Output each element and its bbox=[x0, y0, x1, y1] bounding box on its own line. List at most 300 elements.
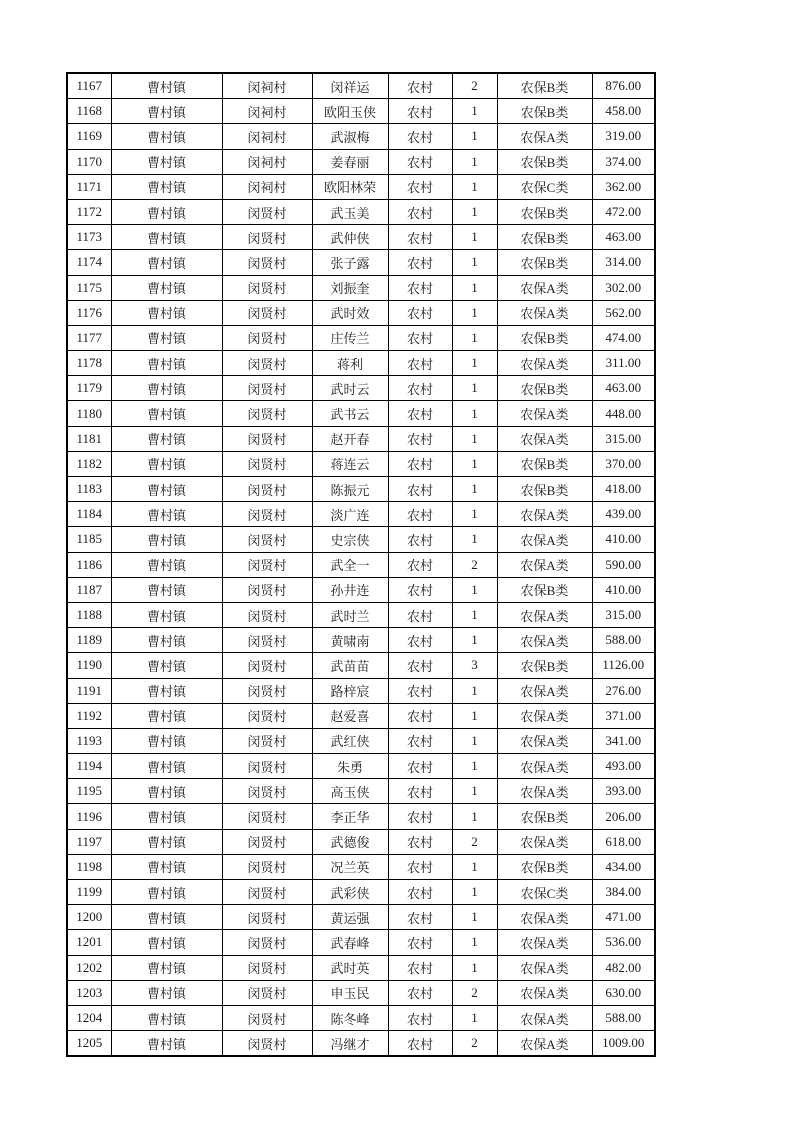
cell-amount: 618.00 bbox=[592, 829, 655, 854]
table-row bbox=[67, 854, 655, 879]
cell-person-name: 武时英 bbox=[312, 955, 388, 980]
cell-insurance-category: 农保C类 bbox=[497, 880, 592, 905]
cell-village: 闵贤村 bbox=[222, 502, 312, 527]
table-row bbox=[67, 250, 655, 275]
cell-person-name: 况兰英 bbox=[312, 854, 388, 879]
cell-household-type: 农村 bbox=[388, 754, 452, 779]
cell-town: 曹村镇 bbox=[111, 804, 222, 829]
cell-person-name: 武全一 bbox=[312, 552, 388, 577]
cell-amount: 374.00 bbox=[592, 149, 655, 174]
table-body bbox=[67, 73, 655, 1056]
cell-insurance-category: 农保A类 bbox=[497, 351, 592, 376]
cell-town: 曹村镇 bbox=[111, 73, 222, 99]
cell-village: 闵贤村 bbox=[222, 275, 312, 300]
cell-village: 闵祠村 bbox=[222, 174, 312, 199]
cell-household-type: 农村 bbox=[388, 426, 452, 451]
cell-town: 曹村镇 bbox=[111, 678, 222, 703]
cell-amount: 448.00 bbox=[592, 401, 655, 426]
cell-serial-number: 1172 bbox=[67, 199, 111, 224]
cell-amount: 410.00 bbox=[592, 527, 655, 552]
table-row bbox=[67, 426, 655, 451]
cell-serial-number: 1187 bbox=[67, 577, 111, 602]
table-row bbox=[67, 602, 655, 627]
cell-person-name: 武仲侠 bbox=[312, 225, 388, 250]
table-row bbox=[67, 804, 655, 829]
cell-household-type: 农村 bbox=[388, 829, 452, 854]
cell-person-name: 蒋利 bbox=[312, 351, 388, 376]
cell-person-count: 1 bbox=[452, 376, 497, 401]
cell-amount: 471.00 bbox=[592, 905, 655, 930]
cell-household-type: 农村 bbox=[388, 174, 452, 199]
cell-village: 闵贤村 bbox=[222, 628, 312, 653]
cell-household-type: 农村 bbox=[388, 930, 452, 955]
cell-person-count: 1 bbox=[452, 124, 497, 149]
cell-person-count: 1 bbox=[452, 401, 497, 426]
cell-person-count: 1 bbox=[452, 678, 497, 703]
cell-household-type: 农村 bbox=[388, 1005, 452, 1030]
cell-town: 曹村镇 bbox=[111, 653, 222, 678]
cell-village: 闵贤村 bbox=[222, 980, 312, 1005]
cell-insurance-category: 农保A类 bbox=[497, 930, 592, 955]
table-row bbox=[67, 451, 655, 476]
cell-insurance-category: 农保A类 bbox=[497, 1031, 592, 1057]
cell-person-count: 1 bbox=[452, 351, 497, 376]
cell-person-name: 李正华 bbox=[312, 804, 388, 829]
cell-serial-number: 1177 bbox=[67, 325, 111, 350]
cell-village: 闵贤村 bbox=[222, 451, 312, 476]
cell-person-name: 姜春丽 bbox=[312, 149, 388, 174]
cell-household-type: 农村 bbox=[388, 300, 452, 325]
cell-amount: 384.00 bbox=[592, 880, 655, 905]
cell-town: 曹村镇 bbox=[111, 426, 222, 451]
table-row bbox=[67, 502, 655, 527]
cell-town: 曹村镇 bbox=[111, 376, 222, 401]
cell-town: 曹村镇 bbox=[111, 577, 222, 602]
cell-town: 曹村镇 bbox=[111, 754, 222, 779]
cell-insurance-category: 农保B类 bbox=[497, 376, 592, 401]
cell-serial-number: 1200 bbox=[67, 905, 111, 930]
cell-serial-number: 1189 bbox=[67, 628, 111, 653]
cell-insurance-category: 农保B类 bbox=[497, 73, 592, 99]
cell-insurance-category: 农保A类 bbox=[497, 124, 592, 149]
cell-insurance-category: 农保A类 bbox=[497, 426, 592, 451]
cell-village: 闵贤村 bbox=[222, 1031, 312, 1057]
cell-village: 闵贤村 bbox=[222, 880, 312, 905]
cell-insurance-category: 农保B类 bbox=[497, 149, 592, 174]
cell-town: 曹村镇 bbox=[111, 1005, 222, 1030]
cell-amount: 1126.00 bbox=[592, 653, 655, 678]
cell-village: 闵贤村 bbox=[222, 401, 312, 426]
cell-amount: 588.00 bbox=[592, 1005, 655, 1030]
cell-person-name: 武春峰 bbox=[312, 930, 388, 955]
cell-serial-number: 1196 bbox=[67, 804, 111, 829]
cell-insurance-category: 农保A类 bbox=[497, 905, 592, 930]
cell-village: 闵祠村 bbox=[222, 99, 312, 124]
cell-town: 曹村镇 bbox=[111, 602, 222, 627]
table-row bbox=[67, 199, 655, 224]
cell-serial-number: 1191 bbox=[67, 678, 111, 703]
cell-person-count: 3 bbox=[452, 653, 497, 678]
cell-town: 曹村镇 bbox=[111, 779, 222, 804]
table-row bbox=[67, 351, 655, 376]
table-row bbox=[67, 728, 655, 753]
cell-person-count: 1 bbox=[452, 527, 497, 552]
cell-village: 闵贤村 bbox=[222, 854, 312, 879]
cell-serial-number: 1190 bbox=[67, 653, 111, 678]
cell-household-type: 农村 bbox=[388, 376, 452, 401]
cell-person-name: 刘振奎 bbox=[312, 275, 388, 300]
benefits-table bbox=[66, 72, 656, 1057]
table-row bbox=[67, 955, 655, 980]
cell-insurance-category: 农保A类 bbox=[497, 628, 592, 653]
table-row bbox=[67, 905, 655, 930]
cell-serial-number: 1204 bbox=[67, 1005, 111, 1030]
cell-serial-number: 1176 bbox=[67, 300, 111, 325]
cell-household-type: 农村 bbox=[388, 577, 452, 602]
cell-insurance-category: 农保A类 bbox=[497, 980, 592, 1005]
cell-town: 曹村镇 bbox=[111, 149, 222, 174]
cell-amount: 410.00 bbox=[592, 577, 655, 602]
cell-person-name: 武玉美 bbox=[312, 199, 388, 224]
cell-amount: 588.00 bbox=[592, 628, 655, 653]
cell-person-name: 黄啸南 bbox=[312, 628, 388, 653]
cell-person-name: 冯继才 bbox=[312, 1031, 388, 1057]
cell-serial-number: 1188 bbox=[67, 602, 111, 627]
cell-serial-number: 1195 bbox=[67, 779, 111, 804]
cell-amount: 434.00 bbox=[592, 854, 655, 879]
cell-person-count: 2 bbox=[452, 1031, 497, 1057]
cell-household-type: 农村 bbox=[388, 880, 452, 905]
cell-person-count: 1 bbox=[452, 1005, 497, 1030]
cell-insurance-category: 农保A类 bbox=[497, 703, 592, 728]
cell-village: 闵贤村 bbox=[222, 577, 312, 602]
cell-amount: 393.00 bbox=[592, 779, 655, 804]
cell-household-type: 农村 bbox=[388, 628, 452, 653]
cell-person-name: 闵祥运 bbox=[312, 73, 388, 99]
cell-serial-number: 1205 bbox=[67, 1031, 111, 1057]
cell-household-type: 农村 bbox=[388, 73, 452, 99]
cell-person-count: 2 bbox=[452, 552, 497, 577]
table-row bbox=[67, 1031, 655, 1057]
cell-person-name: 朱勇 bbox=[312, 754, 388, 779]
cell-person-name: 赵开春 bbox=[312, 426, 388, 451]
cell-town: 曹村镇 bbox=[111, 99, 222, 124]
cell-insurance-category: 农保A类 bbox=[497, 678, 592, 703]
cell-household-type: 农村 bbox=[388, 728, 452, 753]
cell-person-count: 1 bbox=[452, 250, 497, 275]
cell-insurance-category: 农保B类 bbox=[497, 199, 592, 224]
table-row bbox=[67, 930, 655, 955]
cell-household-type: 农村 bbox=[388, 980, 452, 1005]
cell-amount: 341.00 bbox=[592, 728, 655, 753]
cell-person-name: 高玉侠 bbox=[312, 779, 388, 804]
cell-insurance-category: 农保A类 bbox=[497, 829, 592, 854]
cell-amount: 493.00 bbox=[592, 754, 655, 779]
cell-person-count: 1 bbox=[452, 477, 497, 502]
cell-amount: 362.00 bbox=[592, 174, 655, 199]
table-row bbox=[67, 628, 655, 653]
cell-village: 闵贤村 bbox=[222, 602, 312, 627]
cell-person-count: 1 bbox=[452, 930, 497, 955]
cell-amount: 418.00 bbox=[592, 477, 655, 502]
cell-serial-number: 1198 bbox=[67, 854, 111, 879]
cell-household-type: 农村 bbox=[388, 477, 452, 502]
cell-person-name: 淡广连 bbox=[312, 502, 388, 527]
cell-person-count: 1 bbox=[452, 602, 497, 627]
cell-household-type: 农村 bbox=[388, 250, 452, 275]
cell-serial-number: 1181 bbox=[67, 426, 111, 451]
cell-village: 闵贤村 bbox=[222, 351, 312, 376]
cell-town: 曹村镇 bbox=[111, 401, 222, 426]
cell-person-count: 1 bbox=[452, 199, 497, 224]
cell-amount: 206.00 bbox=[592, 804, 655, 829]
cell-town: 曹村镇 bbox=[111, 300, 222, 325]
cell-amount: 276.00 bbox=[592, 678, 655, 703]
cell-serial-number: 1194 bbox=[67, 754, 111, 779]
cell-amount: 319.00 bbox=[592, 124, 655, 149]
cell-serial-number: 1184 bbox=[67, 502, 111, 527]
table-row bbox=[67, 174, 655, 199]
table-row bbox=[67, 880, 655, 905]
cell-village: 闵贤村 bbox=[222, 930, 312, 955]
table-row bbox=[67, 754, 655, 779]
cell-person-count: 1 bbox=[452, 149, 497, 174]
cell-person-count: 1 bbox=[452, 728, 497, 753]
cell-person-name: 欧阳林荣 bbox=[312, 174, 388, 199]
cell-amount: 472.00 bbox=[592, 199, 655, 224]
cell-household-type: 农村 bbox=[388, 804, 452, 829]
cell-insurance-category: 农保B类 bbox=[497, 225, 592, 250]
cell-village: 闵贤村 bbox=[222, 804, 312, 829]
cell-serial-number: 1167 bbox=[67, 73, 111, 99]
cell-village: 闵贤村 bbox=[222, 225, 312, 250]
cell-person-name: 武时云 bbox=[312, 376, 388, 401]
cell-insurance-category: 农保A类 bbox=[497, 602, 592, 627]
cell-person-count: 1 bbox=[452, 225, 497, 250]
cell-person-name: 武时效 bbox=[312, 300, 388, 325]
cell-serial-number: 1173 bbox=[67, 225, 111, 250]
cell-amount: 302.00 bbox=[592, 275, 655, 300]
cell-insurance-category: 农保B类 bbox=[497, 451, 592, 476]
table-row bbox=[67, 275, 655, 300]
cell-village: 闵贤村 bbox=[222, 728, 312, 753]
cell-town: 曹村镇 bbox=[111, 275, 222, 300]
cell-household-type: 农村 bbox=[388, 451, 452, 476]
cell-insurance-category: 农保A类 bbox=[497, 527, 592, 552]
table-row bbox=[67, 653, 655, 678]
cell-insurance-category: 农保A类 bbox=[497, 779, 592, 804]
cell-serial-number: 1203 bbox=[67, 980, 111, 1005]
cell-village: 闵贤村 bbox=[222, 527, 312, 552]
cell-serial-number: 1175 bbox=[67, 275, 111, 300]
table-row bbox=[67, 577, 655, 602]
cell-town: 曹村镇 bbox=[111, 502, 222, 527]
cell-amount: 458.00 bbox=[592, 99, 655, 124]
cell-household-type: 农村 bbox=[388, 502, 452, 527]
cell-person-count: 1 bbox=[452, 300, 497, 325]
cell-serial-number: 1182 bbox=[67, 451, 111, 476]
cell-village: 闵贤村 bbox=[222, 250, 312, 275]
cell-household-type: 农村 bbox=[388, 552, 452, 577]
table-row bbox=[67, 73, 655, 99]
table-row bbox=[67, 678, 655, 703]
cell-insurance-category: 农保B类 bbox=[497, 653, 592, 678]
cell-person-count: 2 bbox=[452, 980, 497, 1005]
cell-village: 闵贤村 bbox=[222, 426, 312, 451]
cell-village: 闵贤村 bbox=[222, 552, 312, 577]
cell-amount: 562.00 bbox=[592, 300, 655, 325]
cell-insurance-category: 农保A类 bbox=[497, 401, 592, 426]
cell-person-count: 1 bbox=[452, 451, 497, 476]
cell-person-count: 1 bbox=[452, 99, 497, 124]
cell-serial-number: 1168 bbox=[67, 99, 111, 124]
cell-person-count: 1 bbox=[452, 905, 497, 930]
cell-town: 曹村镇 bbox=[111, 829, 222, 854]
table-row bbox=[67, 99, 655, 124]
cell-village: 闵祠村 bbox=[222, 149, 312, 174]
cell-household-type: 农村 bbox=[388, 124, 452, 149]
cell-village: 闵贤村 bbox=[222, 199, 312, 224]
cell-town: 曹村镇 bbox=[111, 124, 222, 149]
cell-insurance-category: 农保A类 bbox=[497, 552, 592, 577]
cell-insurance-category: 农保A类 bbox=[497, 955, 592, 980]
cell-person-count: 1 bbox=[452, 577, 497, 602]
cell-serial-number: 1192 bbox=[67, 703, 111, 728]
cell-insurance-category: 农保B类 bbox=[497, 325, 592, 350]
cell-insurance-category: 农保A类 bbox=[497, 728, 592, 753]
cell-town: 曹村镇 bbox=[111, 174, 222, 199]
cell-amount: 371.00 bbox=[592, 703, 655, 728]
cell-amount: 876.00 bbox=[592, 73, 655, 99]
table-row bbox=[67, 225, 655, 250]
cell-serial-number: 1197 bbox=[67, 829, 111, 854]
cell-town: 曹村镇 bbox=[111, 980, 222, 1005]
cell-person-name: 黄运强 bbox=[312, 905, 388, 930]
cell-town: 曹村镇 bbox=[111, 199, 222, 224]
cell-household-type: 农村 bbox=[388, 779, 452, 804]
cell-person-name: 路梓宸 bbox=[312, 678, 388, 703]
cell-household-type: 农村 bbox=[388, 527, 452, 552]
cell-serial-number: 1170 bbox=[67, 149, 111, 174]
cell-person-count: 1 bbox=[452, 275, 497, 300]
cell-amount: 536.00 bbox=[592, 930, 655, 955]
cell-amount: 439.00 bbox=[592, 502, 655, 527]
cell-household-type: 农村 bbox=[388, 905, 452, 930]
table-row bbox=[67, 552, 655, 577]
cell-household-type: 农村 bbox=[388, 199, 452, 224]
cell-village: 闵贤村 bbox=[222, 376, 312, 401]
cell-insurance-category: 农保B类 bbox=[497, 250, 592, 275]
cell-person-name: 欧阳玉侠 bbox=[312, 99, 388, 124]
cell-amount: 463.00 bbox=[592, 376, 655, 401]
cell-town: 曹村镇 bbox=[111, 250, 222, 275]
cell-person-count: 1 bbox=[452, 955, 497, 980]
cell-insurance-category: 农保A类 bbox=[497, 275, 592, 300]
cell-household-type: 农村 bbox=[388, 275, 452, 300]
cell-insurance-category: 农保C类 bbox=[497, 174, 592, 199]
cell-village: 闵贤村 bbox=[222, 905, 312, 930]
cell-insurance-category: 农保A类 bbox=[497, 1005, 592, 1030]
cell-person-count: 2 bbox=[452, 829, 497, 854]
cell-serial-number: 1174 bbox=[67, 250, 111, 275]
cell-serial-number: 1180 bbox=[67, 401, 111, 426]
table-row bbox=[67, 124, 655, 149]
cell-town: 曹村镇 bbox=[111, 930, 222, 955]
cell-serial-number: 1169 bbox=[67, 124, 111, 149]
cell-insurance-category: 农保B类 bbox=[497, 477, 592, 502]
cell-person-name: 武时兰 bbox=[312, 602, 388, 627]
cell-town: 曹村镇 bbox=[111, 703, 222, 728]
cell-amount: 590.00 bbox=[592, 552, 655, 577]
cell-person-name: 武苗苗 bbox=[312, 653, 388, 678]
cell-serial-number: 1171 bbox=[67, 174, 111, 199]
cell-household-type: 农村 bbox=[388, 325, 452, 350]
cell-serial-number: 1179 bbox=[67, 376, 111, 401]
cell-amount: 314.00 bbox=[592, 250, 655, 275]
cell-amount: 474.00 bbox=[592, 325, 655, 350]
cell-person-count: 1 bbox=[452, 325, 497, 350]
table-row bbox=[67, 527, 655, 552]
cell-person-count: 1 bbox=[452, 854, 497, 879]
cell-household-type: 农村 bbox=[388, 653, 452, 678]
cell-person-count: 1 bbox=[452, 426, 497, 451]
cell-town: 曹村镇 bbox=[111, 552, 222, 577]
table-row bbox=[67, 703, 655, 728]
cell-household-type: 农村 bbox=[388, 602, 452, 627]
cell-town: 曹村镇 bbox=[111, 225, 222, 250]
cell-town: 曹村镇 bbox=[111, 1031, 222, 1057]
cell-town: 曹村镇 bbox=[111, 451, 222, 476]
cell-insurance-category: 农保A类 bbox=[497, 502, 592, 527]
cell-town: 曹村镇 bbox=[111, 955, 222, 980]
cell-serial-number: 1201 bbox=[67, 930, 111, 955]
cell-village: 闵贤村 bbox=[222, 300, 312, 325]
cell-village: 闵贤村 bbox=[222, 829, 312, 854]
cell-serial-number: 1185 bbox=[67, 527, 111, 552]
table-row bbox=[67, 829, 655, 854]
cell-serial-number: 1199 bbox=[67, 880, 111, 905]
cell-person-name: 张子露 bbox=[312, 250, 388, 275]
cell-person-count: 2 bbox=[452, 73, 497, 99]
cell-person-name: 陈振元 bbox=[312, 477, 388, 502]
cell-insurance-category: 农保B类 bbox=[497, 577, 592, 602]
table-row bbox=[67, 401, 655, 426]
cell-household-type: 农村 bbox=[388, 678, 452, 703]
cell-town: 曹村镇 bbox=[111, 728, 222, 753]
cell-person-name: 武红侠 bbox=[312, 728, 388, 753]
cell-insurance-category: 农保A类 bbox=[497, 754, 592, 779]
cell-village: 闵贤村 bbox=[222, 653, 312, 678]
cell-household-type: 农村 bbox=[388, 1031, 452, 1057]
cell-amount: 482.00 bbox=[592, 955, 655, 980]
cell-amount: 315.00 bbox=[592, 602, 655, 627]
cell-amount: 463.00 bbox=[592, 225, 655, 250]
cell-town: 曹村镇 bbox=[111, 880, 222, 905]
cell-household-type: 农村 bbox=[388, 351, 452, 376]
cell-town: 曹村镇 bbox=[111, 325, 222, 350]
cell-village: 闵贤村 bbox=[222, 955, 312, 980]
cell-household-type: 农村 bbox=[388, 99, 452, 124]
cell-village: 闵贤村 bbox=[222, 678, 312, 703]
cell-person-name: 庄传兰 bbox=[312, 325, 388, 350]
cell-person-count: 1 bbox=[452, 174, 497, 199]
cell-town: 曹村镇 bbox=[111, 854, 222, 879]
cell-person-count: 1 bbox=[452, 804, 497, 829]
cell-town: 曹村镇 bbox=[111, 477, 222, 502]
cell-household-type: 农村 bbox=[388, 225, 452, 250]
cell-village: 闵祠村 bbox=[222, 73, 312, 99]
cell-village: 闵贤村 bbox=[222, 477, 312, 502]
